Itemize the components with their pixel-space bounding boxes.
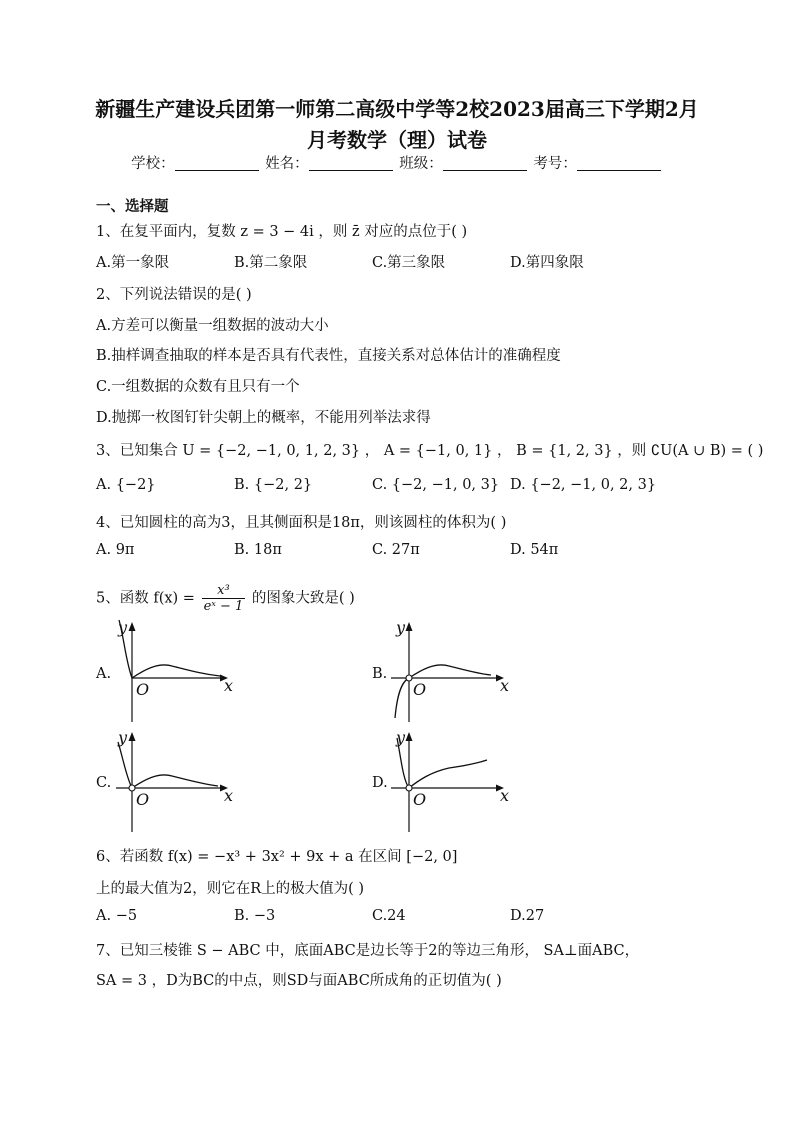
q5-option-a[interactable]: A. bbox=[96, 666, 112, 682]
q5-numerator: x³ bbox=[202, 583, 246, 599]
q3-option-b[interactable]: B. {−2, 2} bbox=[234, 477, 313, 493]
q5-suffix: 的图象大致是( ) bbox=[251, 590, 355, 607]
graph-a-origin-label: O bbox=[136, 680, 150, 699]
q5-graph-b[interactable] bbox=[387, 618, 517, 726]
question-5 bbox=[96, 583, 355, 614]
q4-option-d[interactable]: D. 54π bbox=[510, 542, 559, 558]
q5-graph-d[interactable] bbox=[387, 728, 517, 836]
graph-b-origin-label: O bbox=[413, 680, 427, 699]
graph-d-origin-label: O bbox=[413, 790, 427, 809]
class-label: 班级： bbox=[399, 156, 443, 172]
name-label: 姓名： bbox=[265, 156, 309, 172]
school-blank[interactable] bbox=[175, 156, 259, 171]
q4-option-a[interactable]: A. 9π bbox=[96, 542, 135, 558]
graph-a-y-label: y bbox=[118, 618, 128, 637]
q5-option-c[interactable]: C. bbox=[96, 775, 112, 791]
title-line-1: 新疆生产建设兵团第一师第二高级中学等2校2023届高三下学期2月 bbox=[95, 97, 699, 121]
name-blank[interactable] bbox=[309, 156, 393, 171]
class-blank[interactable] bbox=[443, 156, 527, 171]
question-6-line-2: 上的最大值为2，则它在R上的极大值为( ) bbox=[96, 881, 365, 897]
q4-option-c[interactable]: C. 27π bbox=[372, 542, 420, 558]
q2-option-a[interactable]: A.方差可以衡量一组数据的波动大小 bbox=[96, 318, 329, 334]
q5-option-d[interactable]: D. bbox=[372, 775, 388, 791]
graph-a-x-label: x bbox=[224, 676, 234, 695]
q6-option-b[interactable]: B. −3 bbox=[234, 908, 276, 924]
q5-graph-a[interactable] bbox=[110, 618, 240, 726]
graph-c-x-label: x bbox=[224, 786, 234, 805]
number-label: 考号： bbox=[533, 156, 577, 172]
school-label: 学校： bbox=[131, 156, 175, 172]
graph-b-x-label: x bbox=[500, 676, 510, 695]
q5-graph-c[interactable] bbox=[110, 728, 240, 836]
q5-prefix: 5、函数 f(x) = bbox=[96, 590, 195, 607]
graph-c-origin-label: O bbox=[136, 790, 150, 809]
question-3: 3、已知集合 U = {−2, −1, 0, 1, 2, 3} ， A = {−1, 0, 1} ， B = {1, 2, 3} ，则 ∁U(A ∪ B) = ( ) bbox=[96, 443, 764, 459]
q3-option-d[interactable]: D. {−2, −1, 0, 2, 3} bbox=[510, 477, 657, 493]
question-7-line-2: SA = 3 ，D为BC的中点，则SD与面ABC所成角的正切值为( ) bbox=[96, 973, 502, 989]
question-2: 2、下列说法错误的是( ) bbox=[96, 287, 252, 303]
question-6-line-1: 6、若函数 f(x) = −x³ + 3x² + 9x + a 在区间 [−2, 0] bbox=[96, 849, 458, 865]
q4-option-b[interactable]: B. 18π bbox=[234, 542, 282, 558]
section-heading: 一、选择题 bbox=[96, 198, 169, 215]
q2-option-c[interactable]: C.一组数据的众数有且只有一个 bbox=[96, 379, 300, 395]
number-blank[interactable] bbox=[577, 156, 661, 171]
q6-option-c[interactable]: C.24 bbox=[372, 908, 406, 924]
q2-option-d[interactable]: D.抛掷一枚图钉针尖朝上的概率，不能用列举法求得 bbox=[96, 410, 431, 426]
title-line-2: 月考数学（理）试卷 bbox=[307, 128, 487, 152]
graph-c-y-label: y bbox=[118, 728, 128, 747]
q1-option-c[interactable]: C.第三象限 bbox=[372, 255, 446, 271]
q5-denominator: eˣ − 1 bbox=[203, 599, 244, 614]
question-1: 1、在复平面内，复数 z = 3 − 4i ，则 z̄ 对应的点位于( ) bbox=[96, 224, 468, 240]
q5-fraction bbox=[202, 583, 246, 614]
q3-option-a[interactable]: A. {−2} bbox=[96, 477, 156, 493]
graph-d-y-label: y bbox=[396, 728, 406, 747]
q1-option-d[interactable]: D.第四象限 bbox=[510, 255, 584, 271]
q6-option-d[interactable]: D.27 bbox=[510, 908, 545, 924]
exam-title bbox=[60, 94, 734, 156]
graph-d-x-label: x bbox=[500, 786, 510, 805]
q6-option-a[interactable]: A. −5 bbox=[96, 908, 138, 924]
q3-option-c[interactable]: C. {−2, −1, 0, 3} bbox=[372, 477, 500, 493]
student-info-row bbox=[0, 152, 794, 173]
q1-option-b[interactable]: B.第二象限 bbox=[234, 255, 308, 271]
graph-b-y-label: y bbox=[396, 618, 406, 637]
q1-option-a[interactable]: A.第一象限 bbox=[96, 255, 170, 271]
q5-option-b[interactable]: B. bbox=[372, 666, 388, 682]
question-7-line-1: 7、已知三棱锥 S − ABC 中，底面ABC是边长等于2的等边三角形， SA⊥面ABC， bbox=[96, 943, 640, 959]
question-4: 4、已知圆柱的高为3，且其侧面积是18π，则该圆柱的体积为( ) bbox=[96, 515, 507, 531]
q2-option-b[interactable]: B.抽样调查抽取的样本是否具有代表性，直接关系对总体估计的准确程度 bbox=[96, 348, 561, 364]
